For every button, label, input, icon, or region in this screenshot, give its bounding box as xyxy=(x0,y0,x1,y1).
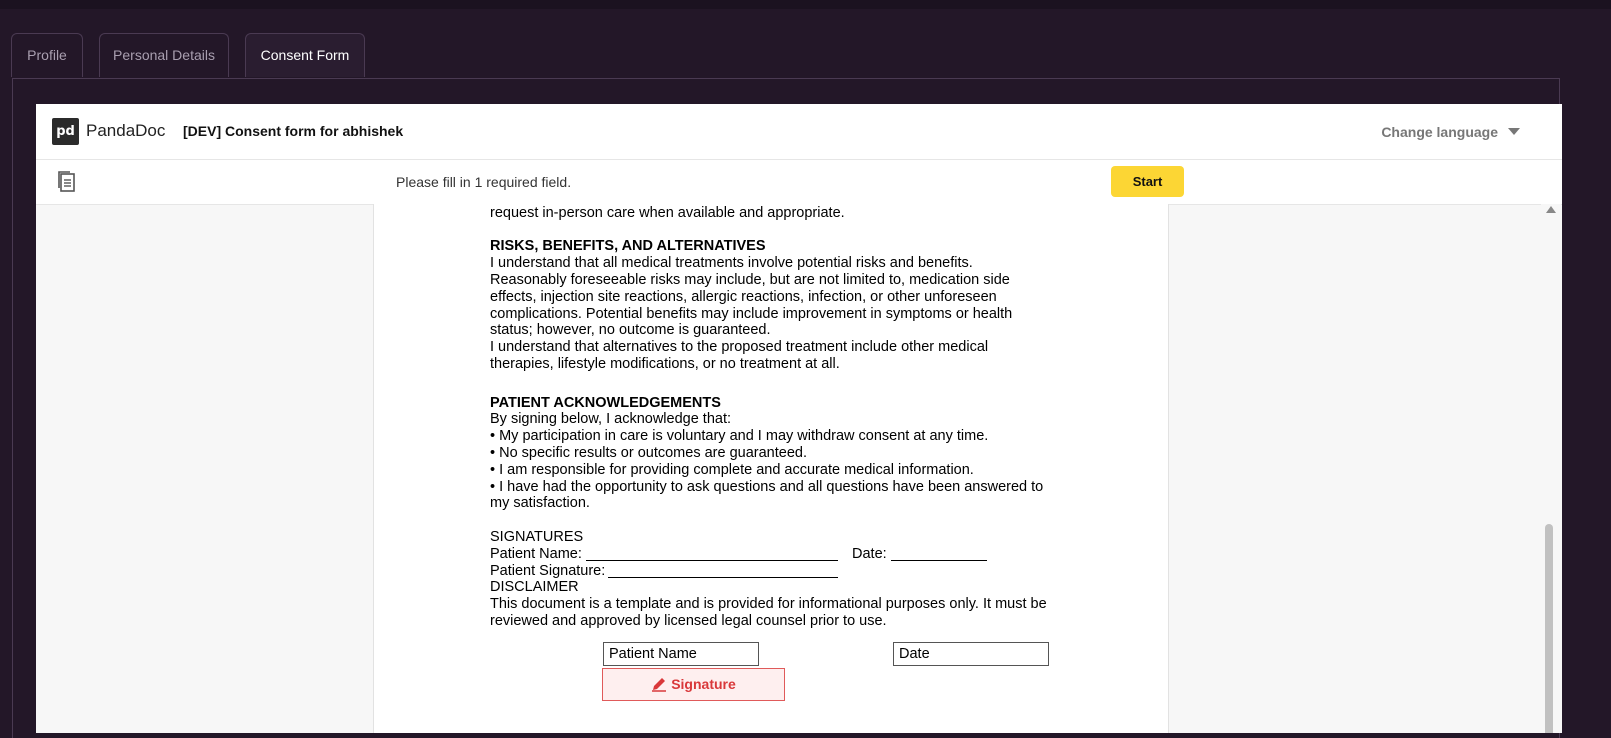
text-line: reviewed and approved by licensed legal counsel prior to use. xyxy=(490,612,887,629)
date-field[interactable]: Date xyxy=(893,642,1049,666)
list-item: • My participation in care is voluntary and I may withdraw consent at any time. xyxy=(490,428,989,445)
tab-consent-form[interactable]: Consent Form xyxy=(245,33,365,77)
text-line: complications. Potential benefits may include improvement in symptoms or health xyxy=(490,305,1013,322)
document-title: [DEV] Consent form for abhishek xyxy=(183,123,404,139)
scrollbar-thumb[interactable] xyxy=(1545,524,1553,733)
start-button[interactable]: Start xyxy=(1111,166,1184,197)
date-label: Date: xyxy=(852,545,887,562)
acknowledgements-heading: PATIENT ACKNOWLEDGEMENTS xyxy=(490,394,721,411)
patient-signature-label: Patient Signature: xyxy=(490,562,606,579)
text-line: Reasonably foreseeable risks may include, but are not limited to, medication side xyxy=(490,271,1010,288)
document-header xyxy=(36,104,1562,160)
list-item: • No specific results or outcomes are guaranteed. xyxy=(490,444,807,461)
risks-heading: RISKS, BENEFITS, AND ALTERNATIVES xyxy=(490,238,766,255)
signature-field[interactable] xyxy=(602,668,785,701)
scroll-up-arrow-icon[interactable] xyxy=(1546,206,1556,213)
list-item: • I have had the opportunity to ask questions and all questions have been answered to xyxy=(490,478,1044,495)
patient-signature-line xyxy=(490,563,1070,580)
patient-name-line xyxy=(490,546,1070,563)
patient-name-label: Patient Name: xyxy=(490,545,582,562)
text-line: I understand that all medical treatments involve potential risks and benefits. xyxy=(490,255,973,272)
list-item: • I am responsible for providing complete and accurate medical information. xyxy=(490,461,974,478)
signature-label: Signature xyxy=(671,676,736,692)
patient-name-field[interactable]: Patient Name xyxy=(603,642,759,666)
pages-icon[interactable] xyxy=(56,170,78,194)
text-line: request in-person care when available and appropriate. xyxy=(490,204,845,221)
disclaimer-heading: DISCLAIMER xyxy=(490,579,579,596)
text-line: This document is a template and is provided for informational purposes only. It must be xyxy=(490,596,1047,613)
required-fields-notice: Please fill in 1 required field. xyxy=(396,174,572,190)
change-language-dropdown[interactable]: Change language xyxy=(1381,124,1498,140)
brand-name: PandaDoc xyxy=(86,121,166,140)
tab-personal-details[interactable]: Personal Details xyxy=(99,33,229,77)
signatures-heading: SIGNATURES xyxy=(490,528,584,545)
top-bar xyxy=(0,0,1611,9)
text-line: I understand that alternatives to the proposed treatment include other medical xyxy=(490,339,989,356)
text-line: status; however, no outcome is guaranteed. xyxy=(490,322,771,339)
document-page xyxy=(373,204,1169,733)
tab-profile[interactable]: Profile xyxy=(11,33,83,77)
pandadoc-logo-icon: pd xyxy=(52,118,79,145)
pencil-icon xyxy=(651,676,667,692)
chevron-down-icon[interactable] xyxy=(1508,128,1520,135)
text-line: By signing below, I acknowledge that: xyxy=(490,411,732,428)
text-line: therapies, lifestyle modifications, or no treatment at all. xyxy=(490,355,840,372)
text-line: my satisfaction. xyxy=(490,495,590,512)
text-line: effects, injection site reactions, allergic reactions, infection, or other unforeseen xyxy=(490,288,997,305)
pandadoc-frame xyxy=(36,104,1562,733)
document-content xyxy=(490,188,1070,630)
